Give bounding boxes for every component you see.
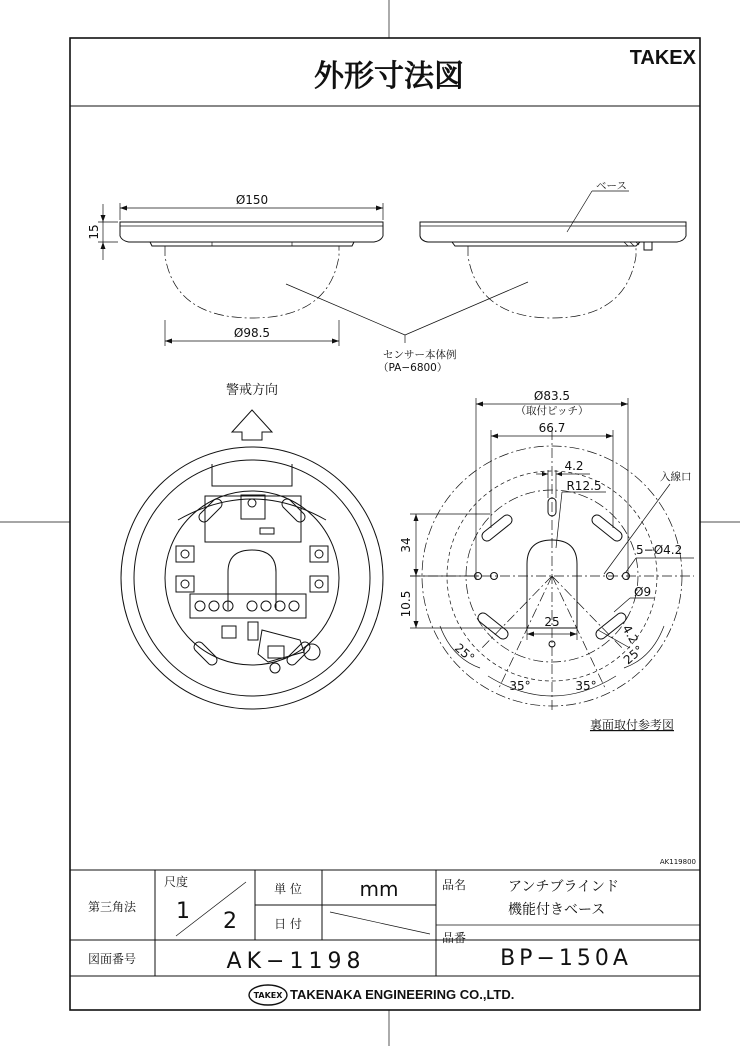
- drawing-no-label: 図面番号: [87, 952, 137, 966]
- scale-numerator: 1: [176, 899, 190, 924]
- side-view-right: [420, 191, 686, 318]
- base-label: ベース: [596, 180, 627, 192]
- entry-label: 入線口: [660, 471, 692, 483]
- front-view: [121, 447, 383, 709]
- page-title: 外形寸法図: [314, 59, 464, 94]
- dim-25: 25: [544, 615, 560, 629]
- dim-pitch-note: （取付ピッチ）: [515, 405, 589, 417]
- dim-height-15: 15: [87, 224, 101, 240]
- scale-label: 尺度: [164, 875, 189, 889]
- projection-label: 第三角法: [87, 900, 137, 914]
- company-name: TAKENAKA ENGINEERING CO.,LTD.: [290, 987, 515, 1002]
- dim-holes: 5−Ø4.2: [636, 543, 683, 557]
- angle-35-right: 35°: [575, 679, 597, 693]
- company-logo-text: TAKEX: [253, 991, 283, 1000]
- dim-sensor-985: Ø98.5: [233, 326, 271, 340]
- dim-r125: R12.5: [566, 479, 602, 493]
- dim-34: 34: [399, 537, 413, 553]
- side-view-left: [98, 203, 383, 346]
- product-number: BP−150A: [500, 946, 632, 971]
- sensor-leaders: [286, 282, 528, 343]
- sensor-label-1: センサー本体例: [383, 349, 457, 361]
- dim-105: 10.5: [399, 590, 413, 618]
- drawing-no: AK−1198: [226, 949, 366, 974]
- dim-667: 66.7: [538, 421, 566, 435]
- date-label: 日 付: [274, 917, 302, 931]
- number-label: 品番: [442, 931, 467, 945]
- dim-42-top: 4.2: [564, 459, 584, 473]
- drawing-code-small: AK119800: [659, 858, 696, 866]
- product-name-1: アンチブラインド: [508, 879, 620, 895]
- terminal-screws: [195, 601, 299, 611]
- name-label: 品名: [442, 878, 467, 892]
- sensor-label-2: （PA−6800）: [378, 362, 448, 374]
- dim-pitch-835: Ø83.5: [533, 389, 571, 403]
- unit-label: 単 位: [274, 882, 302, 896]
- back-view-caption: 裏面取付参考図: [589, 718, 675, 732]
- dim-d9: Ø9: [634, 585, 652, 599]
- angle-25-left: 25°: [451, 640, 478, 666]
- dim-width-150: Ø150: [235, 193, 269, 207]
- scale-denominator: 2: [223, 909, 237, 934]
- alert-direction-label: 警戒方向: [225, 383, 279, 398]
- unit-value: mm: [359, 877, 399, 901]
- angle-35-left: 35°: [509, 679, 531, 693]
- alert-direction-arrow: [232, 410, 272, 440]
- product-name-2: 機能付きベース: [508, 902, 606, 918]
- brand-logo: TAKEX: [629, 47, 696, 69]
- dim-42-side: 4.2: [619, 622, 642, 647]
- angle-25-right: 25°: [620, 642, 647, 668]
